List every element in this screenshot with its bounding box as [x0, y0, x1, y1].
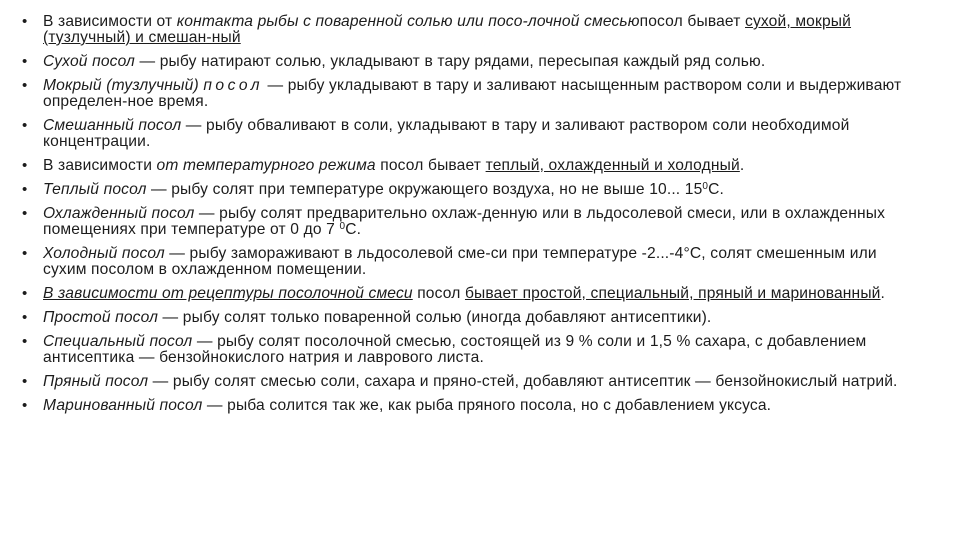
- bullet-item: [22, 182, 922, 198]
- bullet-item: [22, 158, 922, 174]
- text-run: — рыбу солят смесью соли, сахара и пряно-стей, добавляют антисептик — бензойнокислый натрий.: [148, 373, 898, 390]
- italic-term: Мокрый (тузлучный): [43, 77, 204, 94]
- bullet-item: [22, 78, 922, 110]
- text-run: .: [739, 157, 745, 174]
- text-run: С.: [708, 181, 725, 198]
- italic-term: Пряный посол: [43, 373, 149, 390]
- bullet-item: [22, 246, 922, 278]
- italic-term: Маринованный посол: [43, 397, 203, 414]
- bullet-item: [22, 374, 922, 390]
- text-run: посол: [412, 285, 465, 302]
- bullet-item: [22, 14, 922, 46]
- underlined-text: бывает простой, специальный, пряный и маринованный: [464, 285, 881, 302]
- superscript: 0: [339, 221, 346, 232]
- bullet-item: [22, 398, 922, 414]
- text-run: .: [880, 285, 886, 302]
- text-run: — рыбу солят посолочной смесью, состоящей из 9 % соли и 1,5 % сахара, с добавлением антисептика — бензойнокислого натрия и лаврового листа.: [43, 333, 867, 366]
- text-run: — рыба солится так же, как рыба пряного посола, но с добавлением уксуса.: [202, 397, 772, 414]
- text-run: — рыбу солят при температуре окружающего воздуха, но не выше 10... 15: [146, 181, 703, 198]
- bullet-item: [22, 310, 922, 326]
- bullet-item: [22, 286, 922, 302]
- bullet-item: [22, 334, 922, 366]
- text-run: — рыбу натирают солью, укладывают в тару рядами, пересыпая каждый ряд солью.: [135, 53, 766, 70]
- text-run: В зависимости от: [43, 13, 177, 30]
- text-run: посол бывает: [639, 13, 745, 30]
- italic-term: Холодный посол: [43, 245, 165, 262]
- text-run: С.: [345, 221, 362, 238]
- italic-term: Теплый посол: [43, 181, 147, 198]
- text-run: — рыбу обваливают в соли, укладывают в тару и заливают раствором соли необходимой концентрации.: [43, 117, 850, 150]
- bullet-item: [22, 206, 922, 238]
- italic-underlined-text: В зависимости от рецептуры посолочной смеси: [43, 285, 413, 302]
- text-run: — рыбу солят предварительно охлаж-денную или в льдосолевой смеси, или в охлажденных помещениях при температуре от 0 до 7: [43, 205, 886, 238]
- text-run: — рыбу солят только поваренной солью (иногда добавляют антисептики).: [158, 309, 712, 326]
- text-run: — рыбу укладывают в тару и заливают насыщенным раствором соли и выдерживают определен-ное время.: [43, 77, 902, 110]
- bullet-item: [22, 54, 922, 70]
- underlined-text: теплый, охлажденный и холодный: [485, 157, 740, 174]
- italic-text: от температурного режима: [156, 157, 376, 174]
- text-run: В зависимости: [43, 157, 157, 174]
- superscript: 0: [702, 181, 709, 192]
- italic-term: Сухой посол: [43, 53, 136, 70]
- underlined-text: сухой, мокрый (тузлучный) и смешан-ный: [43, 13, 852, 46]
- text-run: — рыбу замораживают в льдосолевой сме-си при температуре -2...-4°С, солят смешенным или сухим посолом в охлажденном помещении.: [43, 245, 877, 278]
- bullet-list: [22, 14, 922, 422]
- spaced-italic-term: посол: [203, 77, 263, 94]
- italic-term: Специальный посол: [43, 333, 193, 350]
- bullet-item: [22, 118, 922, 150]
- italic-term: Охлажденный посол: [43, 205, 195, 222]
- text-run: посол бывает: [375, 157, 486, 174]
- italic-text: контакта рыбы с поваренной солью или посо-лочной смесью: [176, 13, 640, 30]
- italic-term: Смешанный посол: [43, 117, 182, 134]
- italic-term: Простой посол: [43, 309, 159, 326]
